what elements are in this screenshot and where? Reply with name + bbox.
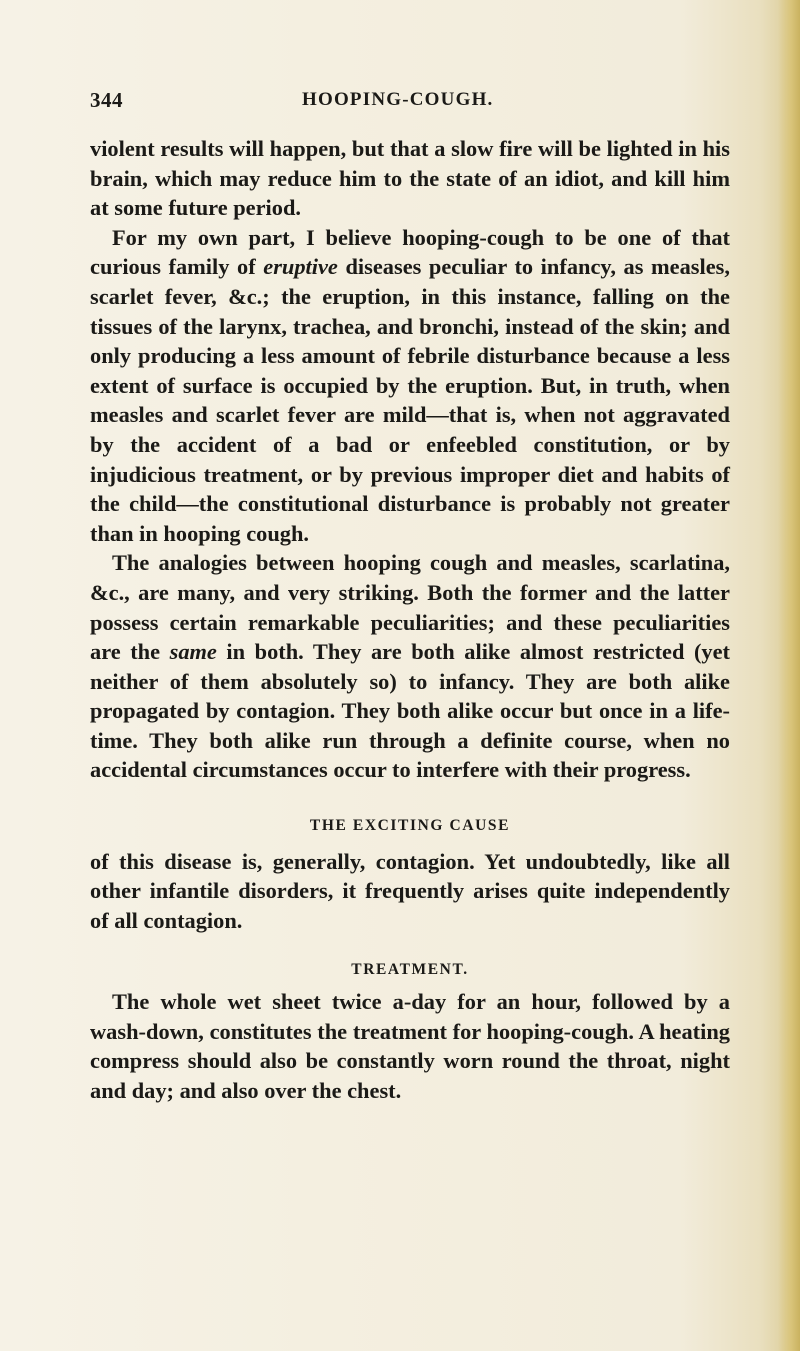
paragraph-eruptive-diseases	[90, 223, 730, 549]
running-head: HOOPING-COUGH.	[302, 89, 494, 110]
page-number: 344	[90, 88, 123, 112]
page-body	[90, 134, 730, 1105]
paragraph-exciting-cause: of this disease is, generally, contagion. Yet undoubtedly, like all other infantile disorders, it frequently arises quite independently of all contagion.	[90, 848, 730, 933]
section-heading-treatment: TREATMENT.	[351, 961, 469, 979]
page-header	[90, 88, 730, 118]
paragraph-continuation: violent results will happen, but that a slow fire will be lighted in his brain, which may reduce him to the state of an idiot, and kill him at some future period.	[90, 136, 730, 221]
paragraph-treatment: The whole wet sheet twice a-day for an hour, followed by a wash-down, constitutes the treatment for hooping-cough. A heating compress should also be constantly worn round the throat, night and day; and also over the chest.	[90, 989, 730, 1103]
paragraph-text: The analogies between hooping cough and measles, scarlatina, &c., are many, and very striking. Both the former and the latter possess certain remarkable peculiarities; and these peculiarities are the	[90, 550, 730, 665]
paragraph-text: For my own part, I believe hooping-cough to be one of that curious family of	[90, 224, 730, 280]
page-edge-shading	[778, 0, 800, 1351]
paragraph-text: diseases peculiar to infancy, as measles, scarlet fever, &c.; the eruption, in this instance, falling on the tissues of the larynx, trachea, and bronchi, instead of the skin; and only producing a less amount of febrile disturbance because a less extent of surface is occupied by the eruption. But, in truth, when measles and scarlet fever are mild—that is, when not aggravated by the accident of a bad or enfeebled constitution, or by injudicious treatment, or by previous improper diet and habits of the child—the constitutional disturbance is probably not greater than in hooping cough.	[90, 254, 730, 546]
paragraph-text: in both. They are both alike almost restricted (yet neither of them absolutely so) to infancy. They are both alike propagated by contagion. They both alike occur but once in a life-time. They both alike run through a definite course, when no accidental circumstances occur to interfere with their progress.	[90, 639, 731, 783]
emphasis-eruptive: eruptive	[263, 254, 338, 280]
emphasis-same: same	[169, 639, 217, 665]
paragraph-analogies	[90, 548, 730, 785]
section-heading-exciting-cause: THE EXCITING CAUSE	[309, 817, 511, 835]
